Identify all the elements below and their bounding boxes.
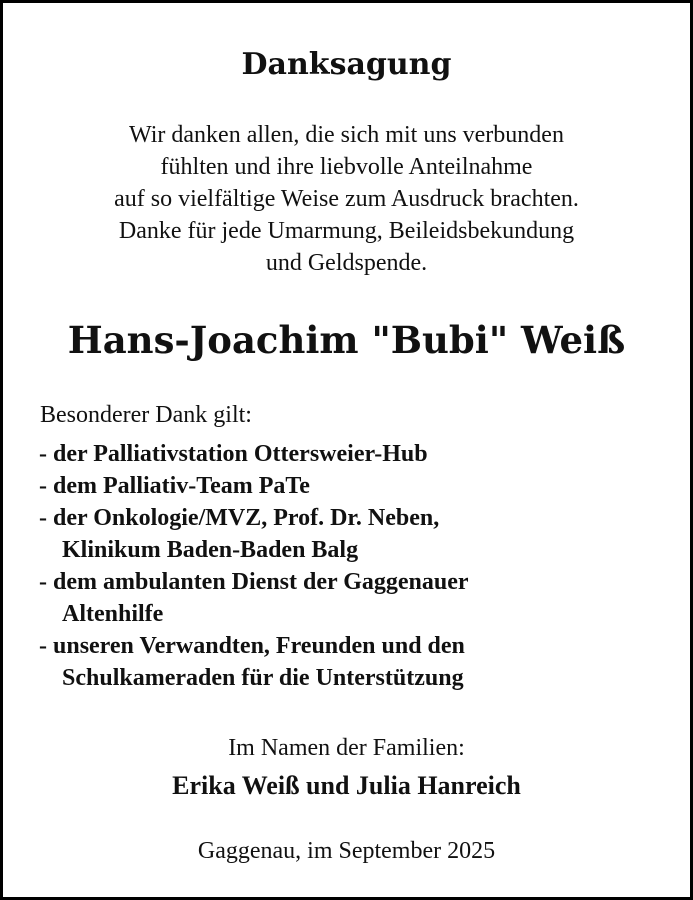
thanks-item-line: - unseren Verwandten, Freunden und den xyxy=(39,633,465,659)
thanks-item xyxy=(39,502,469,566)
place-date: Gaggenau, im September 2025 xyxy=(197,838,496,864)
thanks-item-continuation: Klinikum Baden-Baden Balg xyxy=(62,537,359,563)
intro-line: Wir danken allen, die sich mit uns verbunden xyxy=(129,122,564,148)
intro-line: fühlten und ihre liebvolle Anteilnahme xyxy=(160,154,533,180)
thanks-item-line: - der Onkologie/MVZ, Prof. Dr. Neben, xyxy=(39,505,440,531)
notice-heading: Danksagung xyxy=(241,47,452,82)
thanks-list xyxy=(39,438,469,694)
intro-line: und Geldspende. xyxy=(265,250,428,276)
intro-line: auf so vielfältige Weise zum Ausdruck brachten. xyxy=(114,186,579,212)
thanks-item xyxy=(39,630,469,694)
signers: Erika Weiß und Julia Hanreich xyxy=(172,771,521,800)
sign-intro: Im Namen der Familien: xyxy=(228,735,465,761)
deceased-name: Hans-Joachim "Bubi" Weiß xyxy=(67,318,626,362)
thanks-item-line: - dem Palliativ-Team PaTe xyxy=(39,473,310,499)
thanks-item-continuation: Altenhilfe xyxy=(62,601,164,627)
thanks-item xyxy=(39,566,469,630)
intro-text xyxy=(3,119,690,279)
thanks-item xyxy=(39,470,469,502)
thanks-item xyxy=(39,438,469,470)
thanks-item-continuation: Schulkameraden für die Unterstützung xyxy=(62,665,464,691)
thanks-item-line: - der Palliativstation Ottersweier-Hub xyxy=(39,441,428,467)
intro-line: Danke für jede Umarmung, Beileidsbekundung xyxy=(118,218,575,244)
thanks-intro: Besonderer Dank gilt: xyxy=(40,402,252,428)
thanks-item-line: - dem ambulanten Dienst der Gaggenauer xyxy=(39,569,469,595)
